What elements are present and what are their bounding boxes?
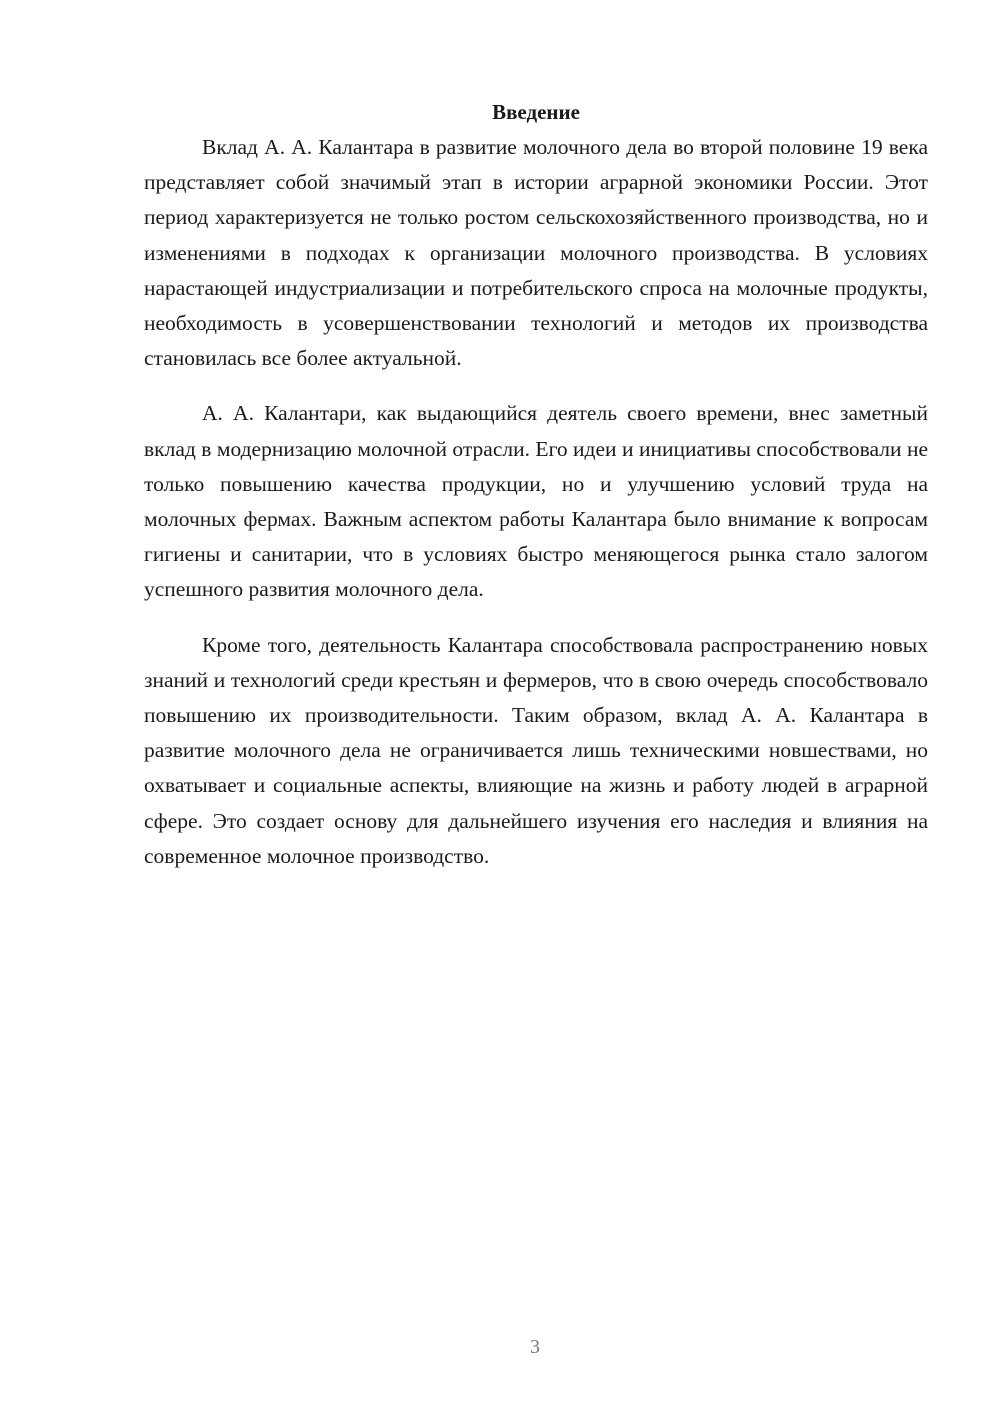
section-title: Введение <box>492 100 580 124</box>
page-number: 3 <box>530 1336 540 1358</box>
paragraph-2: А. А. Калантари, как выдающийся деятель своего времени, внес заметный вклад в модернизацию молочной отрасли. Его идеи и инициативы способствовали не только повышению качества продукции, но и улучшению условий труда на молочных фермах. Важным аспектом работы Калантара было внимание к вопросам гигиены и санитарии, что в условиях быстро меняющегося рынка стало залогом успешного развития молочного дела. <box>144 401 928 602</box>
paragraph-3: Кроме того, деятельность Калантара способствовала распространению новых знаний и технологий среди крестьян и фермеров, что в свою очередь способствовало повышению их производительности. Таким образом, вклад А. А. Калантара в развитие молочного дела не ограничивается лишь техническими новшествами, но охватывает и социальные аспекты, влияющие на жизнь и работу людей в аграрной сфере. Это создает основу для дальнейшего изучения его наследия и влияния на современное молочное производство. <box>144 632 928 868</box>
paragraph-1: Вклад А. А. Калантара в развитие молочного дела во второй половине 19 века представляет собой значимый этап в истории аграрной экономики России. Этот период характеризуется не только ростом сельскохозяйственного производства, но и изменениями в подходах к организации молочного производства. В условиях нарастающей индустриализации и потребительского спроса на молочные продукты, необходимость в усовершенствовании технологий и методов их производства становилась все более актуальной. <box>144 135 928 371</box>
page-content <box>144 94 928 874</box>
